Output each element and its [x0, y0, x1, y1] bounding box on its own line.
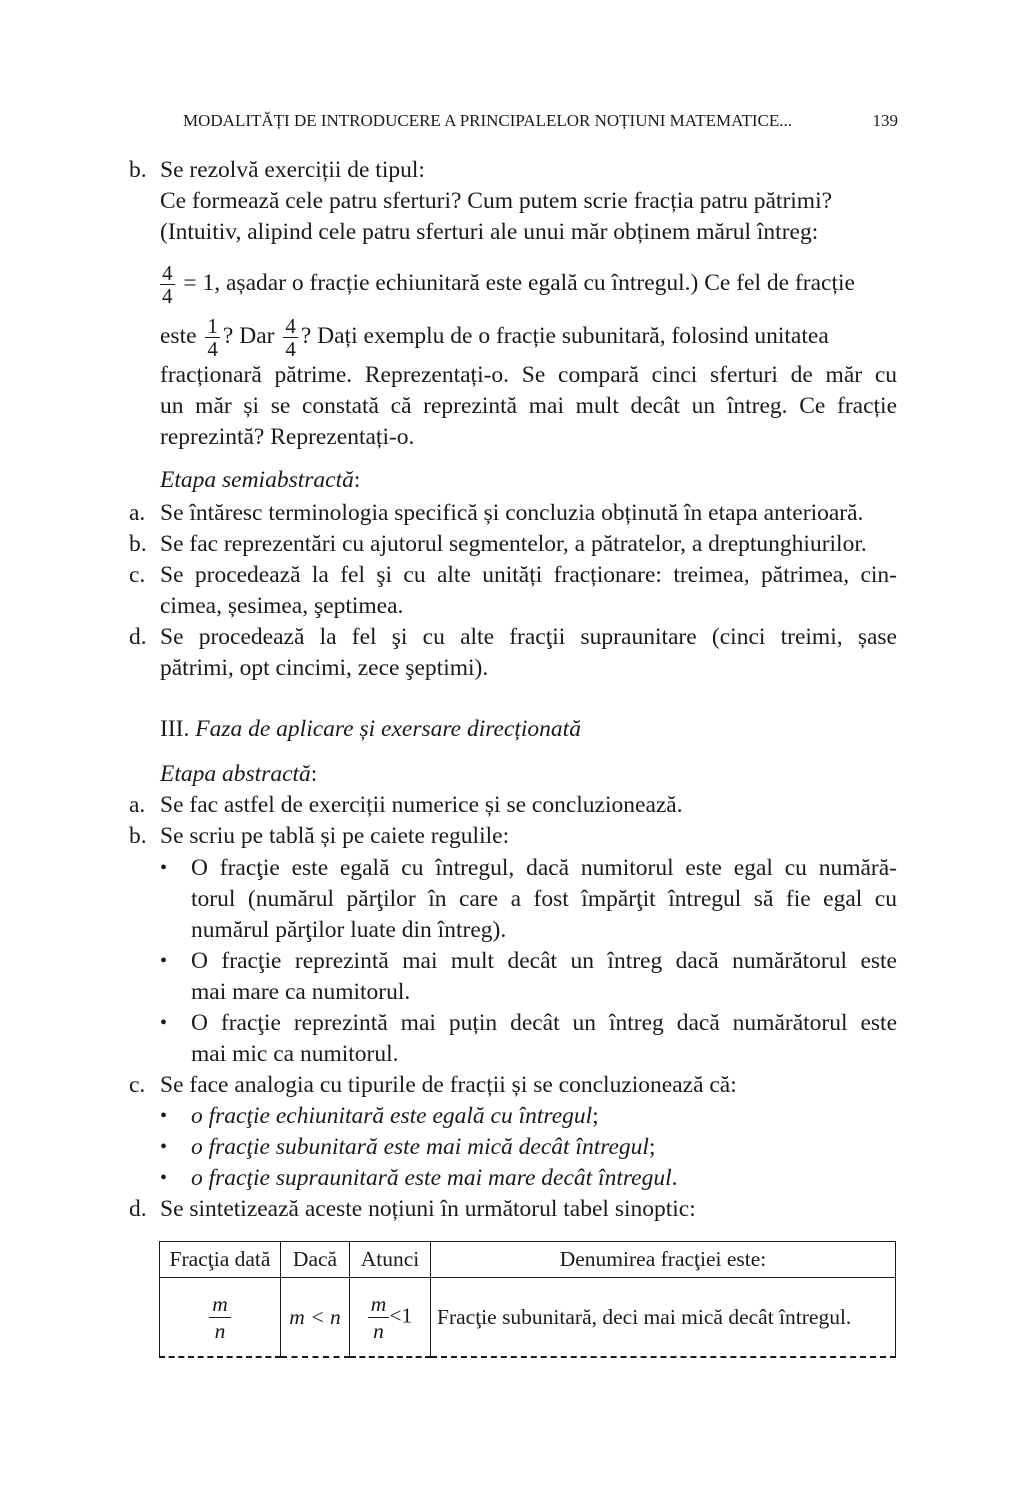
fraction-1-4: [205, 315, 220, 360]
paragraph-line: un măr și se constată că reprezintă mai mult decât un întreg. Ce fracție: [160, 393, 897, 419]
punctuation: ;: [592, 1103, 599, 1129]
paragraph-line-with-fraction: [160, 262, 897, 307]
paragraph-line: reprezintă? Reprezentați-o.: [160, 424, 415, 450]
bullet: •: [160, 1105, 168, 1127]
column-header: Denumirea fracţiei este:: [431, 1242, 896, 1278]
colon: :: [310, 761, 318, 787]
list-item: Se scriu pe tablă și pe caiete regulile:: [160, 823, 510, 849]
list-item: Se fac reprezentări cu ajutorul segmentelor, a pătratelor, a dreptunghiurilor.: [160, 531, 867, 557]
list-label: a.: [129, 792, 146, 818]
list-item: Se procedează la fel şi cu alte unități fracționare: treimea, pătrimea, cin-: [160, 562, 897, 588]
rule-line: torul (numărul părţilor în care a fost împărţit întregul să fie egal cu: [191, 886, 897, 912]
list-item-continued: cimea, șesimea, şeptimea.: [160, 593, 404, 619]
denominator: 4: [285, 337, 296, 361]
text: ? Dar: [222, 322, 275, 349]
cell-name: Fracţie subunitară, deci mai mică decât întregul.: [431, 1278, 896, 1358]
subheading-abstract: [160, 759, 317, 789]
list-item: Se face analogia cu tipurile de fracții și se concluzionează că:: [160, 1072, 737, 1098]
list-item: Se fac astfel de exerciții numerice și se concluzionează.: [160, 792, 683, 818]
paragraph-line: Ce formează cele patru sferturi? Cum putem scrie fracția patru pătrimi?: [160, 188, 833, 214]
list-label-b: b.: [129, 157, 147, 183]
denominator: 4: [207, 337, 218, 361]
cell-condition: m < n: [281, 1278, 350, 1358]
list-item: Se sintetizează aceste noțiuni în următorul tabel sinoptic:: [160, 1196, 696, 1222]
conclusion-text: o fracţie subunitară este mai mică decât întregul: [191, 1134, 649, 1160]
list-item-continued: pătrimi, opt cincimi, zece şeptimi).: [160, 655, 489, 681]
relation: <1: [389, 1302, 413, 1327]
fraction-4-4: [283, 315, 298, 360]
rule-line: O fracţie este egală cu întregul, dacă numitorul este egal cu numără-: [191, 855, 897, 881]
bullet: •: [160, 857, 168, 879]
synoptic-table: [159, 1241, 896, 1358]
conclusion-text: o fracţie echiunitară este egală cu întregul: [191, 1103, 593, 1129]
punctuation: .: [671, 1165, 678, 1191]
bullet: •: [160, 1167, 168, 1189]
heading-text: Etapa abstractă: [160, 761, 311, 787]
text: ? Dați exemplu de o fracție subunitară, folosind unitatea: [300, 322, 829, 349]
list-label: d.: [129, 1196, 147, 1222]
denominator: 4: [162, 284, 173, 308]
subheading-semiabstract: [160, 465, 360, 495]
paragraph-line: Se rezolvă exerciții de tipul:: [160, 157, 425, 183]
page-number: 139: [872, 111, 898, 130]
column-header: Atunci: [350, 1242, 431, 1278]
column-header: Dacă: [281, 1242, 350, 1278]
running-title: MODALITĂȚI DE INTRODUCERE A PRINCIPALELOR NOȚIUNI MATEMATICE...: [183, 111, 792, 130]
column-header: Fracţia dată: [160, 1242, 281, 1278]
conclusion-text: o fracţie supraunitară este mai mare decât întregul: [191, 1165, 672, 1191]
running-header: [183, 111, 898, 131]
conclusion-line: [191, 1101, 599, 1131]
cell-fraction: [160, 1278, 281, 1358]
section-heading-phase3: [160, 714, 581, 744]
list-label: b.: [129, 531, 147, 557]
punctuation: ;: [648, 1134, 656, 1160]
numerator: m: [368, 1291, 390, 1318]
numerator: 1: [207, 314, 218, 338]
numerator: 4: [285, 314, 296, 338]
heading-text: Etapa semiabstractă: [160, 467, 354, 493]
list-label: c.: [129, 562, 146, 588]
numerator: 4: [162, 261, 173, 285]
numerator: m: [209, 1291, 231, 1318]
paragraph-line-with-fraction: [160, 315, 897, 360]
list-label: d.: [129, 624, 147, 650]
table-row: [160, 1278, 896, 1358]
conclusion-line: [191, 1132, 656, 1162]
colon: :: [353, 467, 361, 493]
denominator: n: [214, 1318, 226, 1343]
bullet: •: [160, 1136, 168, 1158]
conclusion-line: [191, 1163, 677, 1193]
rule-line: mai mare ca numitorul.: [191, 979, 411, 1005]
paragraph-line: fracționară pătrime. Reprezentați-o. Se compară cinci sferturi de măr cu: [160, 362, 897, 388]
rule-line: mai mic ca numitorul.: [191, 1041, 399, 1067]
list-label: c.: [129, 1072, 146, 1098]
cell-result: [350, 1278, 431, 1358]
table-header-row: [160, 1242, 896, 1278]
fraction-m-n: [368, 1291, 390, 1344]
list-label: a.: [129, 500, 146, 526]
roman-numeral: III.: [160, 716, 190, 742]
phase-title: Faza de aplicare și exersare direcționată: [195, 716, 581, 742]
rule-line: numărul părţilor luate din întreg).: [191, 917, 507, 943]
list-item: Se procedează la fel şi cu alte fracţii supraunitare (cinci treimi, șase: [160, 624, 897, 650]
text: = 1, așadar o fracție echiunitară este egală cu întregul.) Ce fel de fracție: [183, 269, 855, 296]
paragraph-line: (Intuitiv, alipind cele patru sferturi ale unui măr obținem mărul întreg:: [160, 219, 819, 245]
bullet: •: [160, 1012, 168, 1034]
fraction-m-n: [209, 1291, 231, 1344]
list-item: Se întăresc terminologia specifică și concluzia obținută în etapa anterioară.: [160, 500, 864, 526]
denominator: n: [373, 1318, 384, 1343]
fraction-4-4: [160, 262, 175, 307]
list-label: b.: [129, 823, 147, 849]
text: este: [160, 322, 197, 349]
rule-line: O fracţie reprezintă mai puțin decât un întreg dacă numărătorul este: [191, 1010, 897, 1036]
bullet: •: [160, 950, 168, 972]
rule-line: O fracţie reprezintă mai mult decât un întreg dacă numărătorul este: [191, 948, 897, 974]
